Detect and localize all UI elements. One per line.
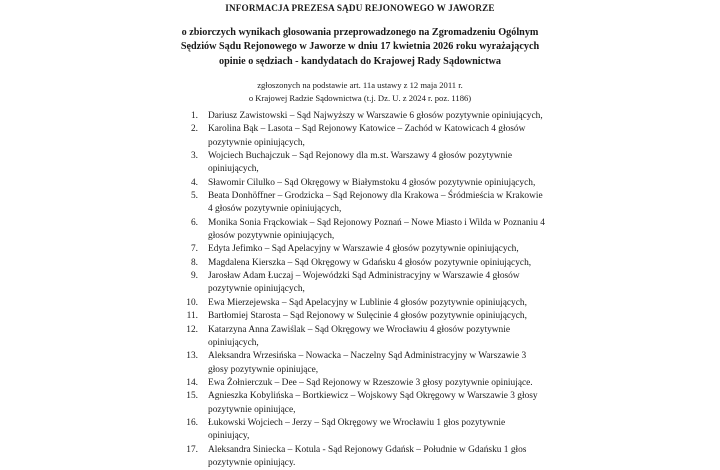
list-item-number: 8. xyxy=(190,257,198,268)
list-item-number: 16. xyxy=(186,417,198,428)
legal-basis-line: zgłoszonych na podstawie art. 11a ustawy z 12 maja 2011 r. xyxy=(257,79,463,90)
list-item-text: Magdalena Kierszka – Sąd Okręgowy w Gdańsku 4 głosów pozytywnie opiniujących, xyxy=(208,257,532,268)
list-item-text: Aleksandra Wrzesińska – Nowacka – Naczelny Sąd Administracyjny w Warszawie 3 głosy pozytywnie opiniujące, xyxy=(208,351,527,375)
list-item-text: Łukowski Wojciech – Jerzy – Sąd Okręgowy we Wrocławiu 1 głos pozytywnie opiniujący, xyxy=(208,417,506,442)
list-item xyxy=(0,310,720,323)
list-item xyxy=(0,177,720,190)
list-item-text: Ewa Żołnierczuk – Dee – Sąd Rejonowy w Rzeszowie 3 głosy pozytywnie opiniujące. xyxy=(208,377,533,388)
list-item-text: Beata Donhöffner – Grodzicka – Sąd Rejonowy dla Krakowa – Śródmieścia w Krakowie 4 głosów pozytywnie opiniujących, xyxy=(208,191,543,215)
list-item xyxy=(0,417,720,444)
list-item-number: 12. xyxy=(186,324,198,335)
list-item-number: 7. xyxy=(190,244,198,255)
list-item-text: Karolina Bąk – Lasota – Sąd Rejonowy Katowice – Zachód w Katowicach 4 głosów pozytywnie opiniujących, xyxy=(208,124,526,148)
list-item-text: Sławomir Cilulko – Sąd Okręgowy w Białymstoku 4 głosów pozytywnie opiniujących, xyxy=(208,177,536,188)
list-item xyxy=(0,257,720,270)
document-subtitle xyxy=(80,26,640,70)
list-item xyxy=(0,110,720,123)
list-item-text: Jarosław Adam Łuczaj – Wojewódzki Sąd Administracyjny w Warszawie 4 głosów pozytywnie opiniujących, xyxy=(208,271,520,295)
list-item xyxy=(0,297,720,310)
list-item-number: 13. xyxy=(186,351,198,362)
subtitle-line: Sędziów Sądu Rejonowego w Jaworze w dniu 17 kwietnia 2026 roku wyrażających xyxy=(180,41,540,53)
subtitle-line: opinie o sędziach - kandydatach do Krajowej Rady Sądownictwa xyxy=(219,56,501,68)
list-item-number: 15. xyxy=(186,391,198,402)
judges-list-container xyxy=(0,110,720,470)
list-item-number: 11. xyxy=(186,311,198,322)
list-item-number: 9. xyxy=(190,271,198,282)
list-item xyxy=(0,190,720,217)
list-item xyxy=(0,350,720,377)
list-item xyxy=(0,390,720,417)
list-item xyxy=(0,123,720,150)
list-item-text: Bartłomiej Starosta – Sąd Rejonowy w Sulęcinie 4 głosów pozytywnie opiniujących, xyxy=(208,311,527,322)
list-item-number: 14. xyxy=(186,377,198,388)
list-item-number: 1. xyxy=(190,111,198,121)
list-item-text: Aleksandra Siniecka – Kotula - Sąd Rejonowy Gdańsk – Południe w Gdańsku 1 głos pozytywnie opiniujący. xyxy=(208,444,527,468)
list-item xyxy=(0,243,720,256)
list-item xyxy=(0,217,720,244)
list-item-number: 17. xyxy=(186,444,198,455)
list-item-number: 6. xyxy=(190,217,198,228)
list-item-number: 5. xyxy=(190,191,198,202)
list-item-number: 10. xyxy=(186,297,198,308)
list-item-number: 2. xyxy=(190,124,198,135)
subtitle-line: o zbiorczych wynikach glosowania przeprowadzonego na Zgromadzeniu Ogólnym xyxy=(181,26,539,38)
list-item-text: Wojciech Buchajczuk – Sąd Rejonowy dla m.st. Warszawy 4 głosów pozytywnie opiniujących, xyxy=(208,151,512,175)
list-item xyxy=(0,377,720,390)
document-header xyxy=(0,0,720,105)
legal-basis-line: o Krajowej Radzie Sądownictwa (t.j. Dz. U. z 2024 r. poz. 1186) xyxy=(248,92,472,103)
list-item-number: 4. xyxy=(190,177,198,188)
list-item-text: Agnieszka Kobylińska – Bortkiewicz – Wojskowy Sąd Okręgowy w Warszawie 3 głosy pozytywnie opiniujące, xyxy=(208,391,538,415)
list-item xyxy=(0,444,720,470)
list-item-number: 3. xyxy=(190,151,198,162)
page-title: INFORMACJA PREZESA SĄDU REJONOWEGO W JAWORZE xyxy=(225,3,495,13)
list-item-text: Katarzyna Anna Zawiślak – Sąd Okręgowy we Wrocławiu 4 głosów pozytywnie opiniujących, xyxy=(208,324,510,348)
list-item-text: Edyta Jefimko – Sąd Apelacyjny w Warszawie 4 głosów pozytywnie opiniujących, xyxy=(208,244,519,255)
list-item xyxy=(0,324,720,351)
list-item-text: Ewa Mierzejewska – Sąd Apelacyjny w Lublinie 4 głosów pozytywnie opiniujących, xyxy=(208,297,527,308)
judges-list xyxy=(0,110,720,470)
list-item-text: Monika Sonia Frąckowiak – Sąd Rejonowy Poznań – Nowe Miasto i Wilda w Poznaniu 4 głosów pozytywnie opiniujących, xyxy=(208,217,545,242)
list-item xyxy=(0,270,720,297)
list-item-text: Dariusz Zawistowski – Sąd Najwyższy w Warszawie 6 głosów pozytywnie opiniujących, xyxy=(208,111,543,121)
legal-basis xyxy=(80,79,640,105)
list-item xyxy=(0,150,720,177)
